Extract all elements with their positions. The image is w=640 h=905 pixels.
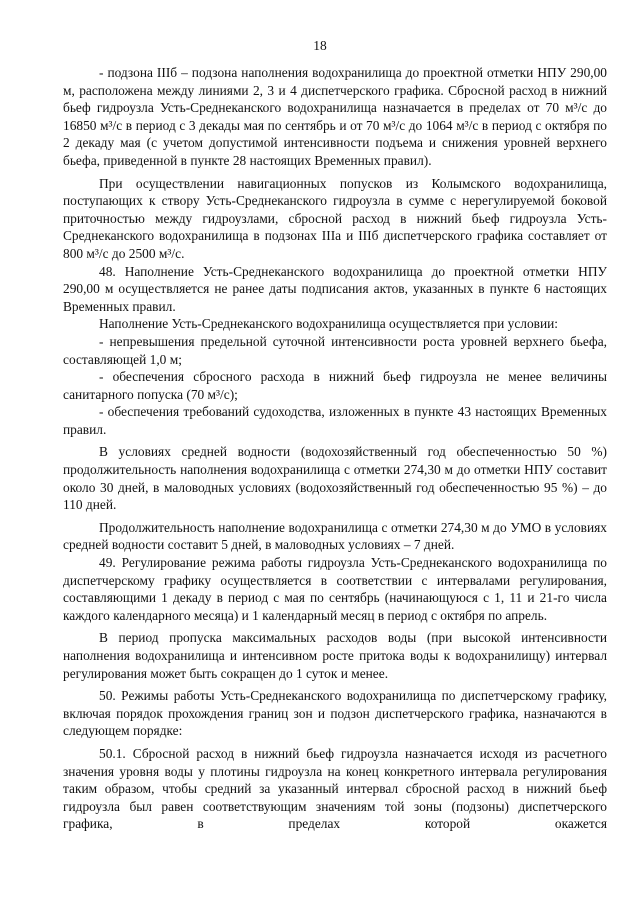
- paragraph-navigation-releases: При осуществлении навигационных попусков из Колымского водохранилища, поступающих к створу Усть-Среднеканского гидроузла в сумме с нерегулируемой боковой приточностью между гидроузлами, сбросной расход в нижний бьеф гидроузла Усть-Среднеканского водохранилища в подзонах IIIа и IIIб диспетчерского графика составляет от 800 м³/с до 2500 м³/с.: [63, 175, 607, 261]
- paragraph-condition-sanitary-release: - обеспечения сбросного расхода в нижний бьеф гидроузла не менее величины санитарного попуска (70 м³/с);: [63, 369, 607, 402]
- document-body: [63, 64, 607, 833]
- paragraph-subzone-3b: - подзона IIIб – подзона наполнения водохранилища до проектной отметки НПУ 290,00 м, расположена между линиями 2, 3 и 4 диспетчерского графика. Сбросной расход в нижний бьеф гидроузла Усть-Среднеканского водохранилища назначается в пределах от 70 м³/с до 16850 м³/с в период с 3 декады мая по сентябрь и от 70 м³/с до 1064 м³/с в период с октября по 2 декаду мая (с учетом допустимой интенсивности подъема и снижения уровней верхнего бьефа, приведенной в пункте 28 настоящих Временных правил).: [63, 65, 607, 168]
- paragraph-item-50-1: 50.1. Сбросной расход в нижний бьеф гидроузла назначается исходя из расчетного значения уровня воды у плотины гидроузла на конец конкретного интервала регулирования таким образом, чтобы средний за указанный интервал сбросной расход в нижний бьеф гидроузла был равен соответствующим значениям той зоны (подзоны) диспетчерского графика, в пределах которой окажется: [63, 745, 607, 832]
- paragraph-item-48: 48. Наполнение Усть-Среднеканского водохранилища до проектной отметки НПУ 290,00 м осуществляется не ранее даты подписания актов, указанных в пункте 6 настоящих Временных правил.: [63, 263, 607, 314]
- paragraph-condition-rise-rate: - непревышения предельной суточной интенсивности роста уровней верхнего бьефа, составляющей 1,0 м;: [63, 333, 607, 367]
- paragraph-filling-duration-umo: Продолжительность наполнение водохранилища с отметки 274,30 м до УМО в условиях средней водности составит 5 дней, в маловодных условиях – 7 дней.: [63, 519, 607, 553]
- paragraph-filling-conditions: Наполнение Усть-Среднеканского водохранилища осуществляется при условии:: [99, 316, 559, 332]
- paragraph-condition-navigation: - обеспечения требований судоходства, изложенных в пункте 43 настоящих Временных правил.: [63, 404, 607, 437]
- paragraph-item-49: 49. Регулирование режима работы гидроузла Усть-Среднеканского водохранилища по диспетчерскому графику осуществляется в соответствии с интервалами регулирования, составляющими 1 декаду в период с мая по сентябрь (начинающуюся с 1, 11 и 21-го числа каждого календарного месяца) и 1 календарный месяц в период с октября по апрель.: [63, 555, 607, 623]
- paragraph-regulation-interval: В период пропуска максимальных расходов воды (при высокой интенсивности наполнения водохранилища и интенсивном росте притока воды к водохранилищу) интервал регулирования может быть сокращен до 1 суток и менее.: [63, 630, 607, 681]
- page-number: 18: [313, 38, 327, 53]
- paragraph-item-50: 50. Режимы работы Усть-Среднеканского водохранилища по диспетчерскому графику, включая порядок прохождения границ зон и подзон диспетчерского графика, назначаются в следующем порядке:: [63, 688, 607, 739]
- paragraph-filling-duration: В условиях средней водности (водохозяйственный год обеспеченностью 50 %) продолжительность наполнения водохранилища с отметки 274,30 м до отметки НПУ составит около 30 дней, в маловодных условиях (водохозяйственный год обеспеченностью 95 %) – до 110 дней.: [63, 444, 607, 513]
